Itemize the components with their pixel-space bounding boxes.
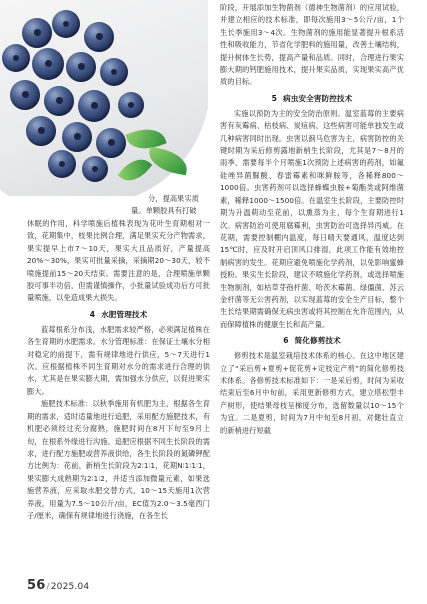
section-4-paragraph-1: 蓝莓根系分布浅，水肥需求较严格，必须满足植株在各生育期的水肥需求。水分管理标准：在保证土壤水分相对稳定的前提下，需有规律地进行供应，5～7天进行1次。应根据植株不同生育期对水分的需求进行合理的供水，尤其是在果实膨大期，需加强水分供应，以促进果实膨大。 [27, 324, 210, 396]
section-4-number: 4 [89, 309, 96, 319]
issue-number: 2025.04 [50, 582, 90, 592]
section-5-number: 5 [271, 93, 278, 103]
blueberry [82, 156, 108, 182]
section-4-heading [27, 309, 210, 321]
blueberry [44, 86, 74, 116]
folio-separator: / [46, 582, 50, 592]
blueberry [62, 122, 92, 152]
intro-paragraph: 休眠的作用，科学喷施后植株表现为花叶生育期相对一致，花期集中，枝果比例合理，满足果实充分产物需求，果实提早上市7～10天，果实大且品质好，产量提高20%～30%，果实可批量采摘，采摘期20～30天，较不喷施提前15～20天结束。需要注意的是，合理喷施单颗胶可事半功倍，但需谨慎操作，小批量试验成功后方可批量喷施，以免造成果大损失。 [27, 219, 210, 303]
intro-fragment-2 [131, 205, 210, 217]
section-6-title: 简化修剪技术 [294, 336, 341, 346]
blueberry [52, 10, 80, 38]
intro-fragment-line2: 量。单颗胶具有打破 [131, 206, 197, 215]
left-column [27, 218, 210, 522]
blueberry-photo [0, 0, 208, 196]
blueberry [26, 116, 56, 146]
blueberry [100, 58, 128, 86]
continued-paragraph: 阶段，开展添加生物菌剂（德神生物菌剂）的应用试验，并建立相应的技术标准，即每次施用3～5公斤/亩，1个生长季施用3～4次。生物菌剂的施用能显著提升根系活性和吸收能力，节省化学肥料的施用量，改善土壤结构，提升树体生长势，提高产量和品质。同时，合理进行果实膨大期的钙肥施用技术，提升果实品质，实现果实高产优质的目标。 [220, 3, 404, 87]
blueberry [10, 80, 40, 110]
blueberry [66, 52, 96, 82]
blueberry [2, 44, 30, 72]
section-5-title: 病虫安全害防控技术 [283, 93, 353, 103]
blueberry [22, 18, 52, 48]
page-number: 56 [27, 578, 46, 593]
section-4-title: 水肥管理技术 [101, 309, 148, 319]
section-6-heading [220, 335, 404, 347]
section-4-paragraph-2: 施肥技术标准：以秋季施用有机肥为主，根据各生育期的需求，适时适量地进行追肥，采用配方施肥技术，有机肥必须经过充分腐熟，施肥时间在8月下旬至9月上旬，在根系外缘进行沟施。追肥应根据不同生长阶段的需求，进行配方施肥或营养液供给，各生长阶段的氮磷钾配方比例为：花前、新梢生长阶段为2∶1∶1，花期N∶1∶1∶1，果实膨大成熟期为2∶1∶2，并适当添加微量元素，如果选施营养液，应采取水肥交替方式，10～15天施用1次营养液，用量为7.5～10公斤/亩，EC值为2.0～3.5毫西门子/厘米，确保有规律地进行浇施，在各生长 [27, 399, 210, 520]
intro-fragment-line1: 分，提高果实质 [148, 194, 200, 203]
right-column [220, 2, 404, 437]
blueberry [84, 22, 114, 52]
blueberry [118, 92, 144, 118]
intro-fragment [148, 193, 210, 205]
section-6-paragraph: 修剪技术是温室栽培技术体系的核心。在这中地区建立了“采后剪+夏剪+促花剪+定枝定产剪”的简化修剪技术体系。各修剪技术标准如下：一是采后剪，时间为采收结束后至6月中旬前，采用更新修剪方式，建立塔松型丰产树形，使结果母枝呈梯度分布，选留数量以10～15个为宜。二是夏剪，时间为7月中旬至8月初，对健壮直立的新梢进行短截 [220, 351, 404, 435]
page-folio [27, 578, 89, 593]
blueberry [32, 48, 64, 80]
section-6-number: 6 [283, 336, 289, 346]
blueberry [48, 150, 76, 178]
section-5-heading [220, 93, 404, 105]
section-5-paragraph: 实施以预防为主的安全防治原则。温室蓝莓的主要病害有灰霉病、枯枝病、炭疽病，这些病害可能单独发生或几种病害同时出现。虫害以蓟马危害为主，病害防控的关键时期为采后修剪露地新梢生长阶段，尤其是7～8月的雨季，需要每半个月喷施1次预防上述病害的药剂，如氟硅唑异菌脲酸、春雷霉素和咪鲜胺等，各稀释800～1000倍。虫害药剂可以选择蜂蝶虫胺+菊酯类或阿维菌素，稀释1000～1500倍。在温室生长阶段，主要防控时期为升温萌动至花前，以熏蒸为主，每个生育期进行1次。病害防治可使用腐霉利，虫害防治可选择异丙威。在花期，需要控制棚内温度，每日晴天要通风，温度达到15℃时，应及时开启顶风口排湿，此项工作能有效地控制病害的发生。花期应避免喷施化学药剂，以免影响蜜蜂授粉。果实生长阶段，建议不喷施化学药剂，或选择喷施生物制剂，如枯草芽孢杆菌、哈茨木霉菌、绿僵菌、苏云金杆菌等无公害药剂，以实现蓝莓的安全生产目标，整个生长结果期需确保无病虫害或将其控制在允许范围内，从而保障植株的健康生长和高产量。 [220, 108, 404, 329]
blueberry [78, 90, 110, 122]
blueberry [96, 128, 126, 158]
